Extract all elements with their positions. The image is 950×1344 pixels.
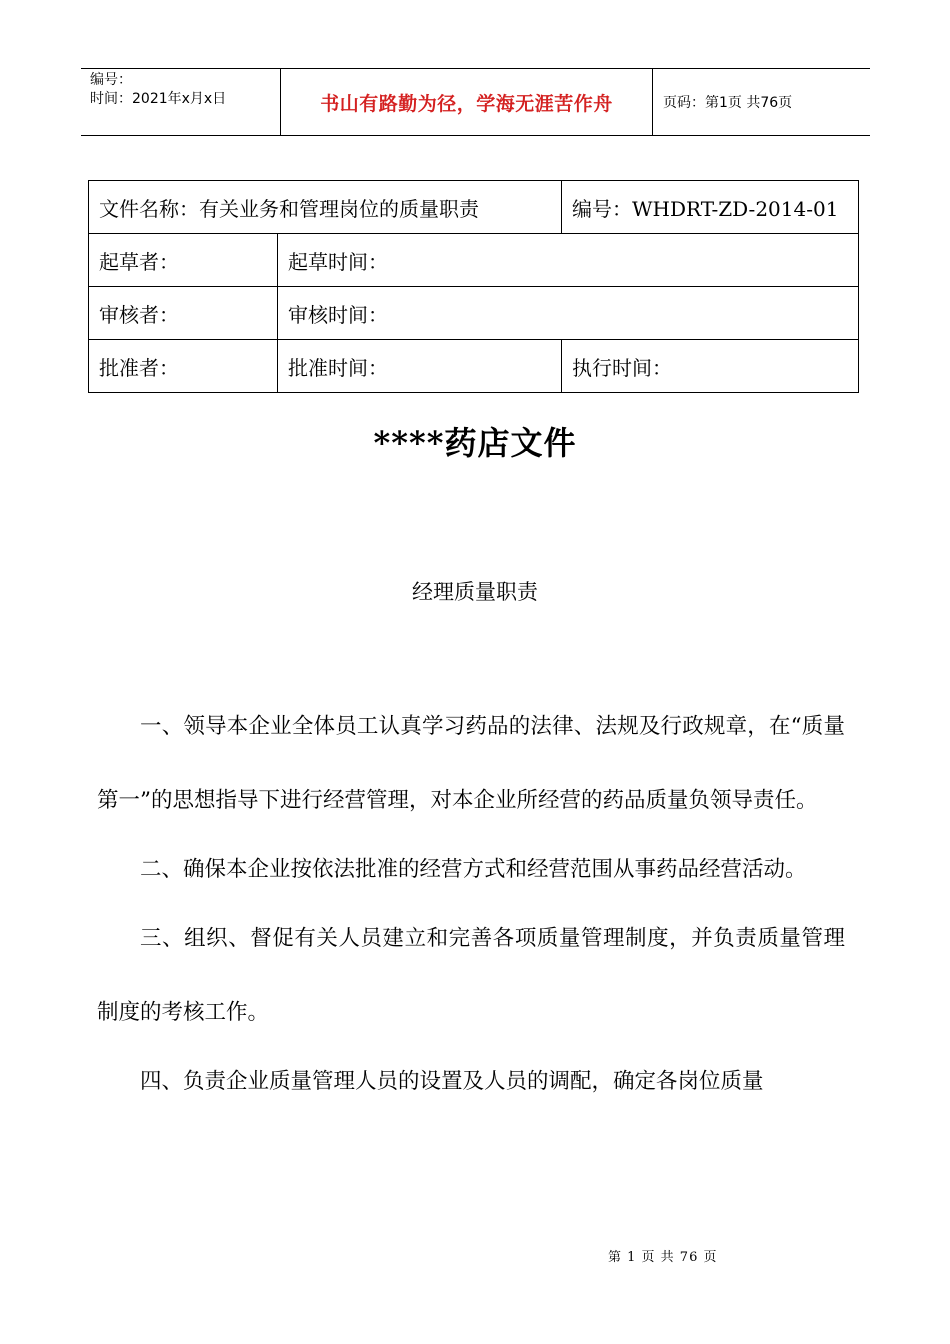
page-header: [81, 68, 870, 136]
page-footer: 第 1 页 共 76 页: [608, 1250, 718, 1265]
document-info-table: [88, 180, 859, 393]
body-text: [97, 690, 845, 1114]
paragraph: 四、负责企业质量管理人员的设置及人员的调配，确定各岗位质量: [140, 1069, 764, 1094]
paragraph: 二、确保本企业按依法批准的经营方式和经营范围从事药品经营活动。: [140, 857, 807, 882]
document-subtitle: 经理质量职责: [412, 580, 538, 604]
file-name-cell: 文件名称：有关业务和管理岗位的质量职责: [89, 181, 562, 234]
document-title: ****药店文件: [373, 424, 577, 462]
drafter-cell: 起草者：: [89, 234, 278, 287]
exec-time-cell: 执行时间：: [562, 340, 859, 393]
table-row: [89, 287, 859, 340]
header-page-info: 页码：第1页 共76页: [663, 95, 793, 111]
draft-time-cell: 起草时间：: [278, 234, 859, 287]
header-date: 时间：2021年x月x日: [90, 91, 227, 107]
header-left-cell: [81, 69, 281, 135]
header-motto: 书山有路勤为径，学海无涯苦作舟: [281, 69, 653, 135]
paragraph: 一、领导本企业全体员工认真学习药品的法律、法规及行政规章，在“质量第一”的思想指导下进行经营管理，对本企业所经营的药品质量负领导责任。: [97, 714, 845, 813]
review-time-cell: 审核时间：: [278, 287, 859, 340]
approve-time-cell: 批准时间：: [278, 340, 562, 393]
approver-cell: 批准者：: [89, 340, 278, 393]
table-row: [89, 340, 859, 393]
doc-number-cell: 编号：WHDRT-ZD-2014-01: [562, 181, 859, 234]
paragraph: 三、组织、督促有关人员建立和完善各项质量管理制度，并负责质量管理制度的考核工作。: [97, 926, 845, 1025]
table-row: [89, 181, 859, 234]
header-number-label: 编号：: [90, 72, 132, 88]
table-row: [89, 234, 859, 287]
reviewer-cell: 审核者：: [89, 287, 278, 340]
